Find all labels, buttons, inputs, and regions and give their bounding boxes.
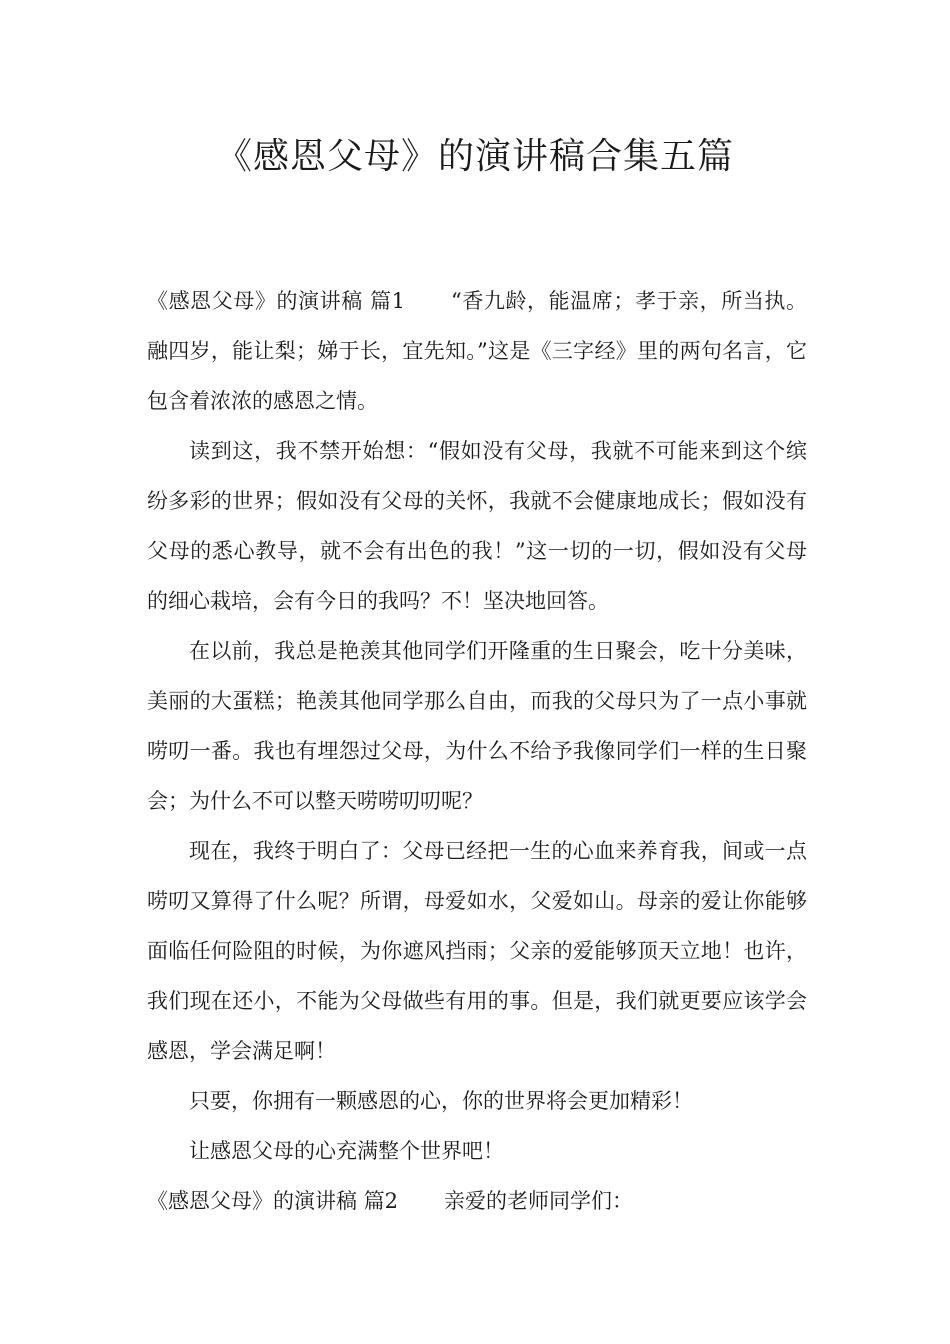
- document-title: 《感恩父母》的演讲稿合集五篇: [215, 136, 734, 177]
- body-paragraph-5: 让感恩父母的心充满整个世界吧！: [189, 1139, 504, 1163]
- section-2-label: 《感恩父母》的演讲稿 篇2: [147, 1189, 399, 1213]
- section-1-opening-paragraph: [147, 276, 807, 426]
- body-paragraph-2: 在以前，我总是艳羡其他同学们开隆重的生日聚会，吃十分美味，美丽的大蛋糕；艳羡其他同学那么自由，而我的父母只为了一点小事就唠叨一番。我也有埋怨过父母，为什么不给予我像同学们一样的生日聚会；为什么不可以整天唠唠叨叨呢？: [147, 639, 807, 813]
- document-body: [147, 276, 807, 1226]
- section-2-opening-text: 亲爱的老师同学们：: [444, 1189, 634, 1213]
- section-1-label: 《感恩父母》的演讲稿 篇1: [147, 289, 405, 313]
- section-1-opening-text: “香九龄，能温席；孝于亲，所当执。融四岁，能让梨；娣于长，宜先知。”这是《三字经》里的两句名言，它包含着浓浓的感恩之情。: [147, 289, 808, 413]
- body-paragraph-4: 只要，你拥有一颗感恩的心，你的世界将会更加精彩！: [189, 1089, 693, 1113]
- body-paragraph-3: 现在，我终于明白了：父母已经把一生的心血来养育我，间或一点唠叨又算得了什么呢？所谓，母爱如水，父爱如山。母亲的爱让你能够面临任何险阻的时候，为你遮风挡雨；父亲的爱能够顶天立地！也许，我们现在还小，不能为父母做些有用的事。但是，我们就更要应该学会感恩，学会满足啊！: [147, 839, 807, 1063]
- section-2-opening-paragraph: [147, 1176, 807, 1226]
- body-paragraph-1: 读到这，我不禁开始想：“假如没有父母，我就不可能来到这个缤纷多彩的世界；假如没有父母的关怀，我就不会健康地成长；假如没有父母的悉心教导，就不会有出色的我！”这一切的一切，假如没有父母的细心栽培，会有今日的我吗？不！坚决地回答。: [147, 439, 807, 613]
